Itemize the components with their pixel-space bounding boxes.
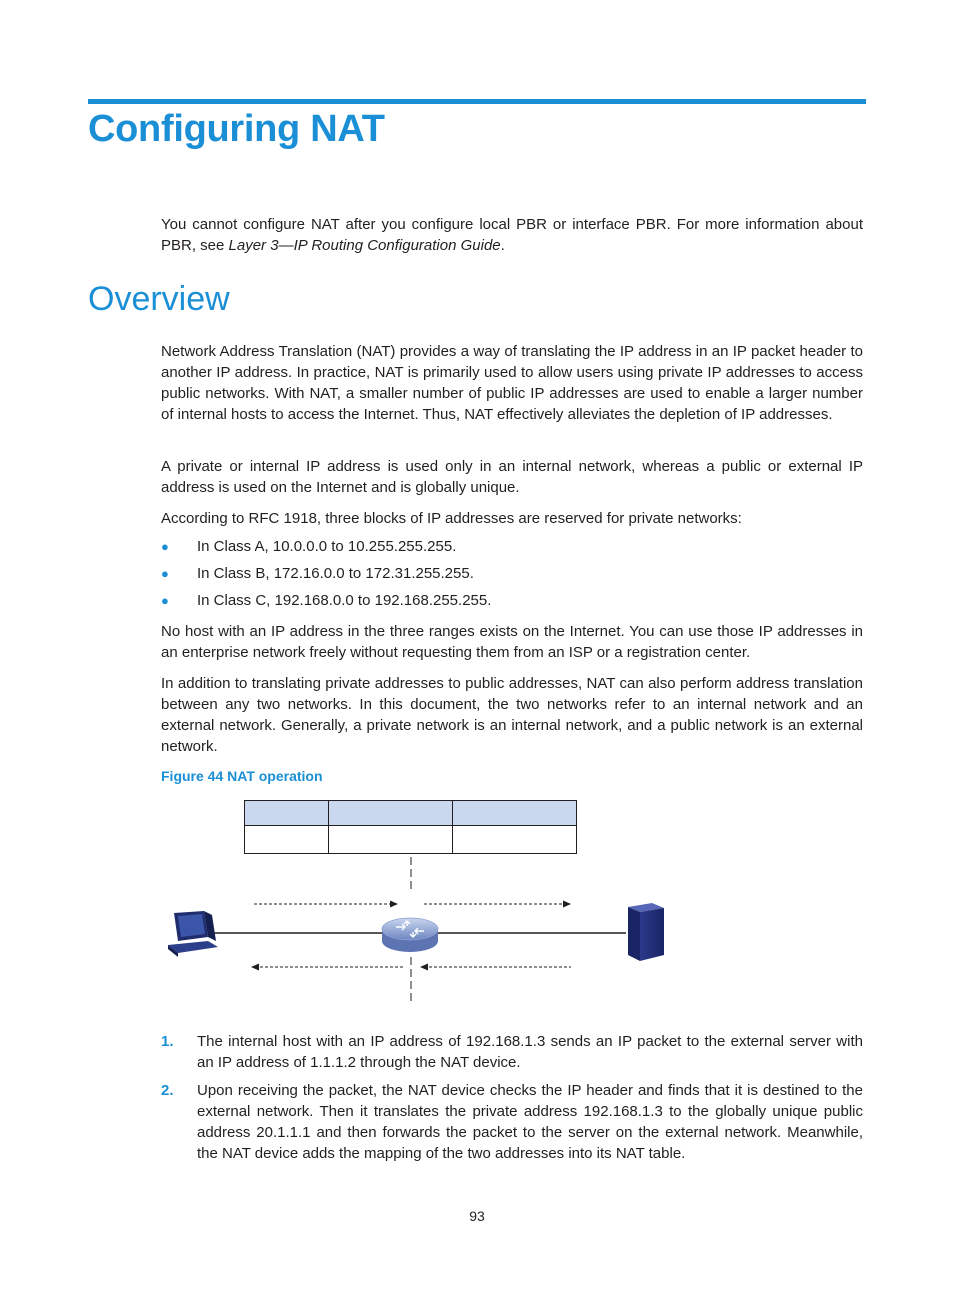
list-item: 1. The internal host with an IP address of 192.168.1.3 sends an IP packet to the external server with an IP address of 1.1.1.2 through the NAT device. xyxy=(161,1033,863,1071)
nat-operation-diagram xyxy=(160,795,680,1010)
nat-table-header xyxy=(245,801,577,826)
request-arrow-inside xyxy=(254,901,398,908)
page-title: Configuring NAT xyxy=(88,108,385,150)
figure-caption: Figure 44 NAT operation xyxy=(161,768,323,784)
section-heading-overview: Overview xyxy=(88,280,230,318)
reply-arrow-inside xyxy=(251,964,403,971)
overview-paragraph-3: According to RFC 1918, three blocks of IP addresses are reserved for private networks: xyxy=(161,510,742,527)
overview-paragraph-5: In addition to translating private addresses to public addresses, NAT can also perform address translation between any two networks. In this document, the two networks refer to an internal network and an external network. Generally, a private network is an internal network, and a public network is an external network. xyxy=(161,675,863,755)
overview-paragraph-1: Network Address Translation (NAT) provides a way of translating the IP address in an IP packet header to another IP address. In practice, NAT is primarily used to allow users using private IP addresses to access public networks. With NAT, a smaller number of public IP addresses are used to enable a larger number of internal hosts to access the Internet. Thus, NAT effectively alleviates the depletion of IP addresses. xyxy=(161,343,863,423)
server-icon xyxy=(628,903,664,961)
guide-reference[interactable]: Layer 3—IP Routing Configuration Guide xyxy=(228,237,501,254)
heading-rule xyxy=(88,99,866,104)
overview-paragraph-4: No host with an IP address in the three ranges exists on the Internet. You can use those IP addresses in an enterprise network freely without requesting them from an ISP or a registration center. xyxy=(161,623,863,661)
list-item: 2. Upon receiving the packet, the NAT device checks the IP header and finds that it is destined to the external network. Then it translates the private address 192.168.1.3 to the globally unique public address 20.1.1.1 and then forwards the packet to the server on the external network. Meanwhile, the NAT device adds the mapping of the two addresses into its NAT table. xyxy=(161,1082,863,1162)
page-number: 93 xyxy=(469,1208,485,1224)
intro-paragraph: You cannot configure NAT after you configure local PBR or interface PBR. For more information about PBR, see Layer 3—IP Routing Configuration Guide. xyxy=(161,216,863,254)
bullet-icon: ● xyxy=(161,593,169,608)
router-icon xyxy=(382,918,438,952)
bullet-icon: ● xyxy=(161,566,169,581)
nat-table xyxy=(245,801,577,854)
request-arrow-outside xyxy=(424,901,571,908)
overview-paragraph-2: A private or internal IP address is used only in an internal network, whereas a public or external IP address is used on the Internet and is globally unique. xyxy=(161,458,863,496)
host-icon xyxy=(168,911,218,957)
intro-text: You cannot configure NAT after you configure local PBR or interface PBR. For more information about PBR, see xyxy=(161,216,863,254)
bullet-icon: ● xyxy=(161,539,169,554)
nat-table-row xyxy=(245,826,577,854)
reply-arrow-outside xyxy=(420,964,571,971)
